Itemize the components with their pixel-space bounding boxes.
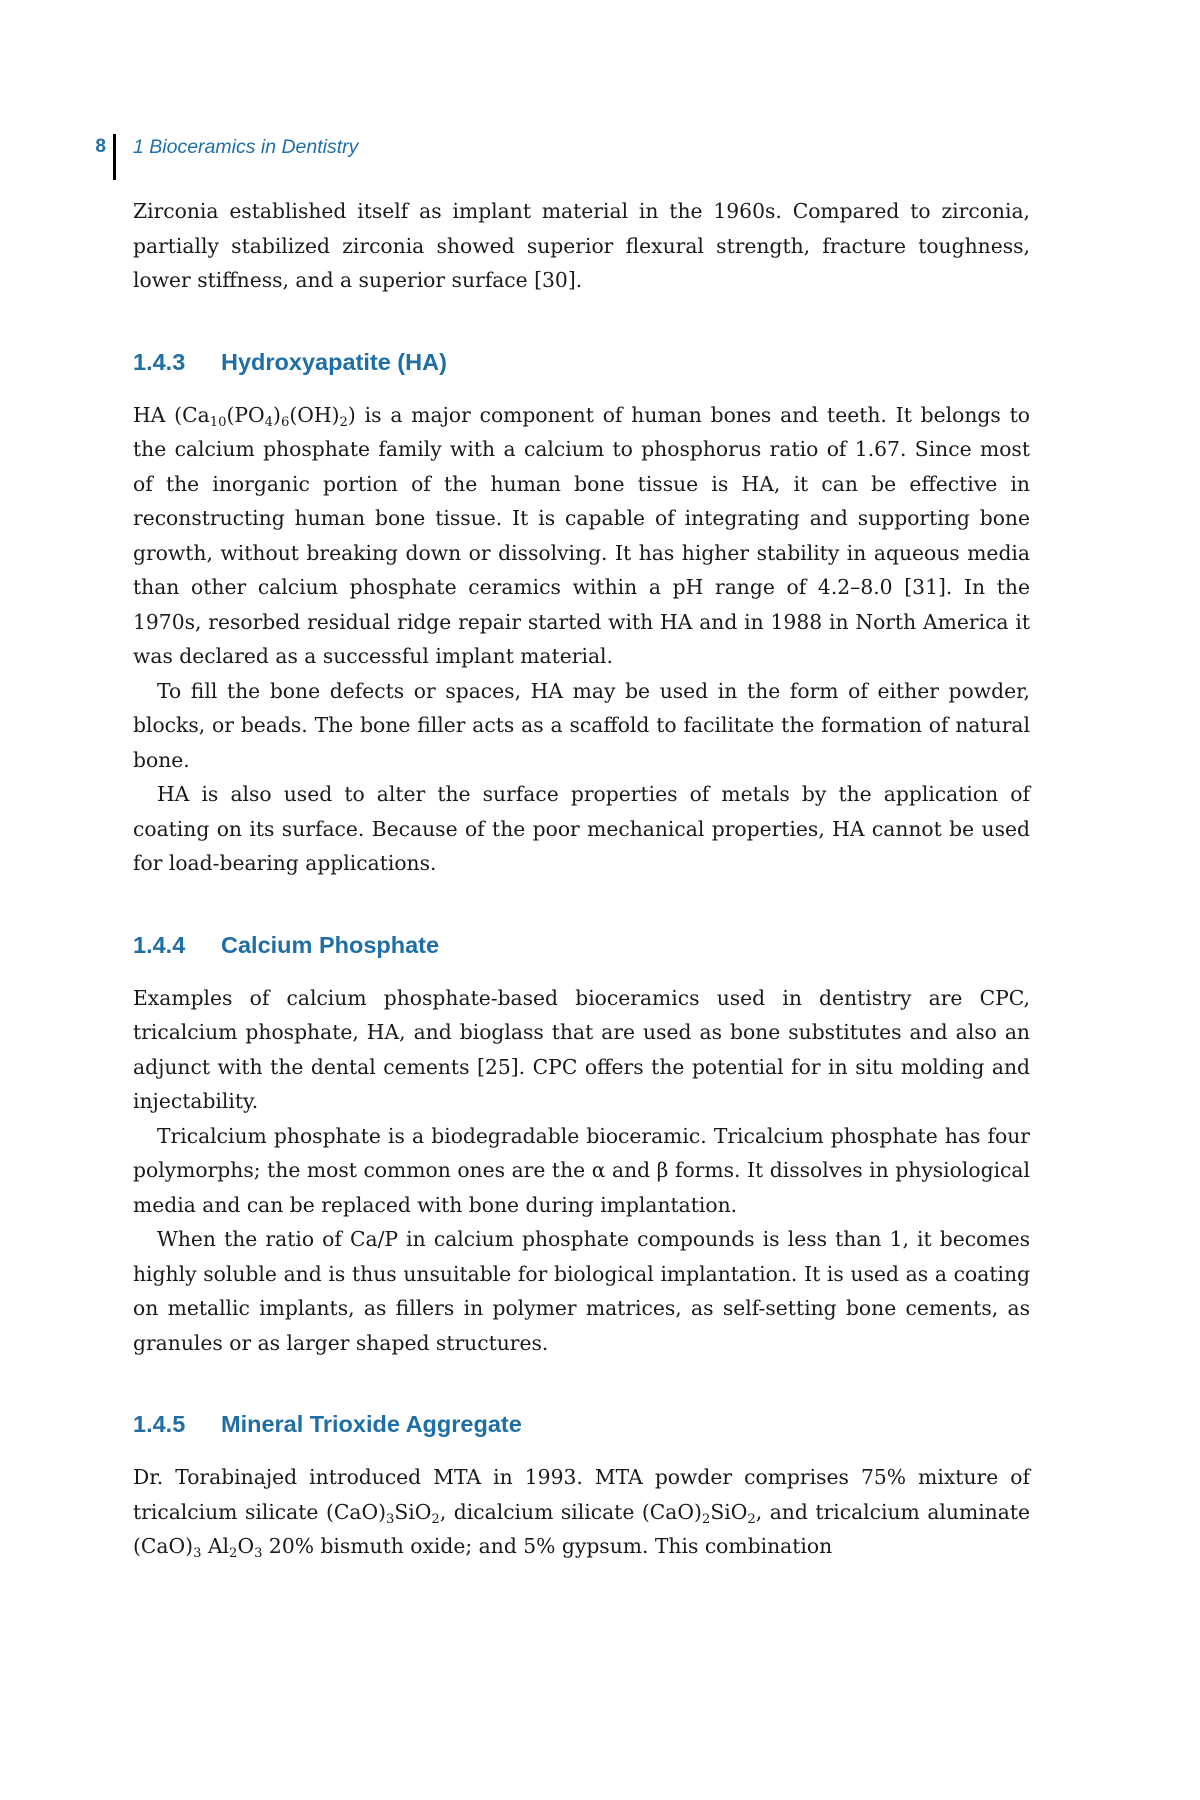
header-divider	[113, 134, 116, 180]
section-title: Calcium Phosphate	[221, 931, 440, 958]
paragraph-cp-3: When the ratio of Ca/P in calcium phosphate compounds is less than 1, it becomes highly soluble and is thus unsuitable for biological implantation. It is used as a coating on metallic implants, as fillers in polymer matrices, as self-setting bone cements, as granules or as larger shaped structures.	[133, 1227, 1030, 1355]
text-run: (PO	[226, 402, 265, 427]
subscript: 2	[431, 1511, 440, 1527]
text-run: (OH)	[289, 402, 340, 427]
subscript: 10	[209, 414, 227, 430]
subscript: 3	[193, 1545, 202, 1561]
page-number: 8	[95, 136, 106, 157]
paragraph-ha-3: HA is also used to alter the surface properties of metals by the application of coating on its surface. Because of the poor mechanical properties, HA cannot be used for load-bearing applications.	[133, 782, 1030, 875]
section-heading-1-4-5	[133, 1407, 1030, 1441]
text-run: , dicalcium silicate (CaO)	[439, 1499, 702, 1524]
paragraph-ha-1	[133, 398, 1030, 674]
text-run: 20% bismuth oxide; and 5% gypsum. This combination	[262, 1534, 833, 1558]
subscript: 3	[254, 1545, 263, 1561]
subscript: 4	[264, 414, 274, 430]
text-run: HA (Ca	[133, 402, 210, 427]
running-head: 1 Bioceramics in Dentistry	[133, 136, 359, 158]
body-text	[133, 194, 1030, 1564]
paragraph-cp-1: Examples of calcium phosphate-based bioceramics used in dentistry are CPC, tricalcium phosphate, HA, and bioglass that are used as bone substitutes and also an adjunct with the dental cements [25]. CPC offers the potential for in situ molding and injectability.	[133, 985, 1030, 1113]
subscript: 2	[229, 1545, 238, 1561]
section-number: 1.4.3	[133, 348, 186, 375]
subscript: 3	[386, 1511, 395, 1527]
text-run: SiO	[710, 1499, 748, 1524]
subscript: 2	[339, 414, 348, 430]
text-run: Al	[201, 1534, 230, 1558]
section-heading-1-4-3	[133, 345, 1030, 379]
intro-paragraph: Zirconia established itself as implant material in the 1960s. Compared to zirconia, partially stabilized zirconia showed superior flexural strength, fracture toughness, lower stiffness, and a superior surface [30].	[133, 199, 1030, 292]
section-number: 1.4.5	[133, 1411, 186, 1437]
section-title: Hydroxyapatite (HA)	[221, 348, 447, 375]
page-header	[0, 134, 1200, 180]
section-number: 1.4.4	[133, 931, 186, 958]
paragraph-mta-1	[133, 1460, 1030, 1564]
paragraph-ha-2: To fill the bone defects or spaces, HA may be used in the form of either powder, blocks, or beads. The bone filler acts as a scaffold to facilitate the formation of natural bone.	[133, 678, 1030, 772]
paragraph-cp-2: Tricalcium phosphate is a biodegradable bioceramic. Tricalcium phosphate has four polymorphs; the most common ones are the α and β forms. It dissolves in physiological media and can be replaced with bone during implantation.	[133, 1123, 1030, 1217]
subscript: 2	[747, 1511, 756, 1527]
text-run: Dr. Torabinajed introduced MTA in 1993. MTA powder comprises 75% mixture of tricalcium silicate (CaO)	[133, 1465, 1030, 1524]
section-title: Mineral Trioxide Aggregate	[221, 1411, 522, 1437]
text-run: SiO	[394, 1499, 432, 1524]
text-run: , and tricalcium aluminate (CaO)	[133, 1499, 1030, 1558]
text-run: O	[237, 1534, 255, 1558]
subscript: 6	[280, 414, 290, 430]
section-heading-1-4-4	[133, 928, 1030, 962]
text-run: )	[273, 402, 281, 427]
text-run: ) is a major component of human bones and teeth. It belongs to the calcium phosphate family with a calcium to phosphorus ratio of 1.67. Since most of the inorganic portion of the human bone tissue is HA, it can be effective in reconstructing human bone tissue. It is capable of integrating and supporting bone growth, without breaking down or dissolving. It has higher stability in aqueous media than other calcium phosphate ceramics within a pH range of 4.2–8.0 [31]. In the 1970s, resorbed residual ridge repair started with HA and in 1988 in North America it was declared as a successful implant material.	[133, 402, 1030, 668]
subscript: 2	[701, 1511, 711, 1527]
